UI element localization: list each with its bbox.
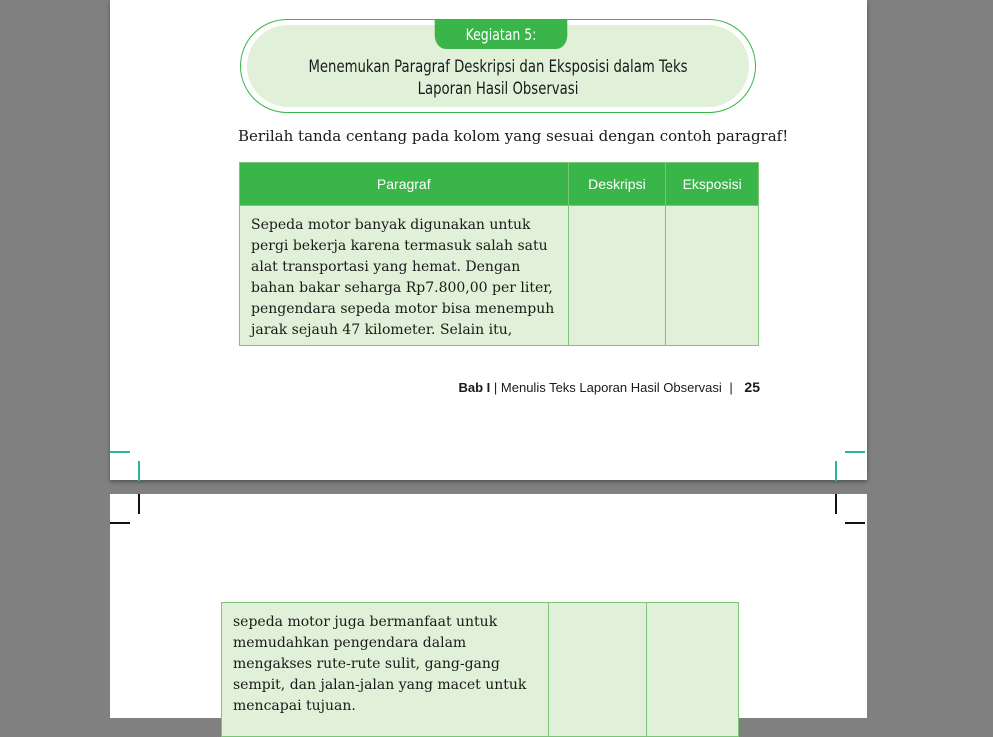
activity-label: Kegiatan 5: [435,19,568,49]
header-eksposisi: Eksposisi [666,163,759,206]
deskripsi-check-cell[interactable] [568,206,666,346]
crop-mark [835,461,837,481]
footer-separator-2: | [729,380,733,395]
paragraph-classification-table [239,162,759,346]
deskripsi-check-cell[interactable] [549,603,646,737]
footer-title: Menulis Teks Laporan Hasil Observasi [500,380,722,395]
activity-title [241,56,755,100]
table-row [240,206,759,346]
footer-separator: | [493,380,498,395]
header-deskripsi: Deskripsi [568,163,666,206]
paragraph-cell-continued: sepeda motor juga bermanfaat untuk memudahkan pengendara dalam mengakses rute-rute sulit, gang-gang sempit, dan jalan-jalan yang macet untuk mencapai tujuan. [222,603,549,737]
crop-mark [110,522,130,524]
table-header-row [240,163,759,206]
table-row [222,603,739,737]
eksposisi-check-cell[interactable] [666,206,759,346]
crop-mark [138,461,140,481]
crop-mark [138,494,140,514]
page-number: 25 [744,379,760,395]
activity-title-line-2: Laporan Hasil Observasi [417,79,579,99]
footer-chapter: Bab I [458,380,491,395]
paragraph-cell: Sepeda motor banyak digunakan untuk pergi bekerja karena termasuk salah satu alat transportasi yang hemat. Dengan bahan bakar seharga Rp7.800,00 per liter, pengendara sepeda motor bisa menempuh jarak sejauh 47 kilometer. Selain itu, [240,206,569,346]
crop-mark [845,522,865,524]
crop-mark [110,451,130,453]
document-page-25 [110,0,867,480]
activity-banner [240,19,756,113]
eksposisi-check-cell[interactable] [646,603,738,737]
crop-mark [835,494,837,514]
header-paragraf: Paragraf [240,163,569,206]
page-footer [458,379,760,395]
instruction-text: Berilah tanda centang pada kolom yang sesuai dengan contoh paragraf! [238,127,789,145]
paragraph-classification-table-continued [221,602,739,737]
crop-mark [845,451,865,453]
activity-title-line-1: Menemukan Paragraf Deskripsi dan Eksposisi dalam Teks [308,57,688,77]
document-page-26 [110,494,867,718]
